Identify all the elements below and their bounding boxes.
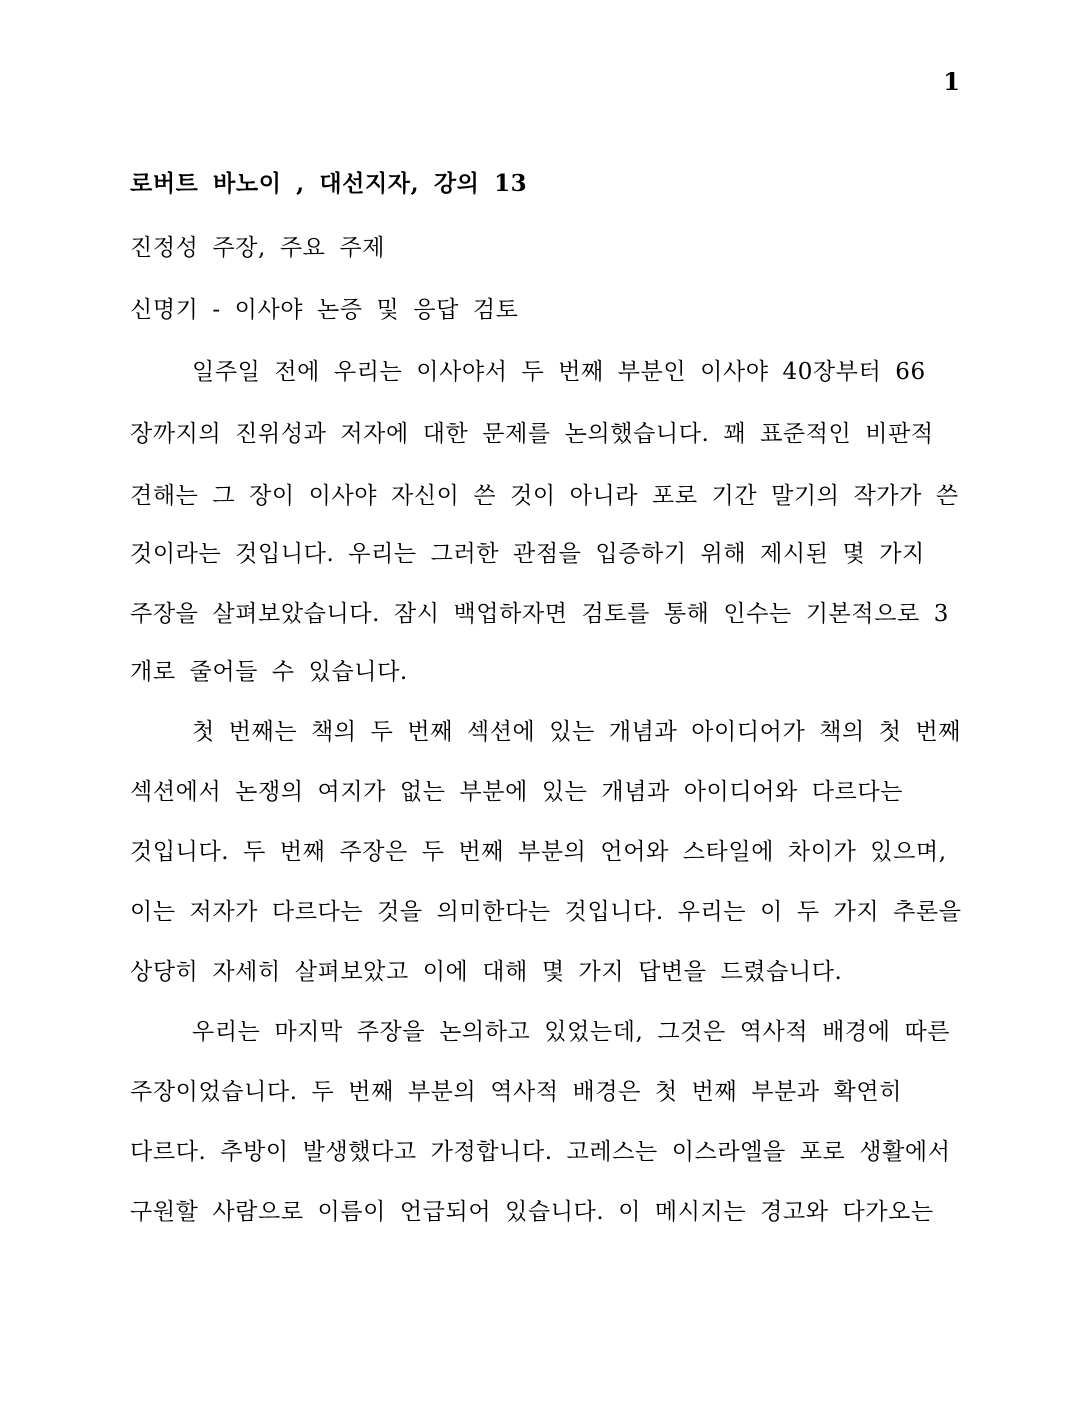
paragraph-line: 주장이었습니다. 두 번째 부분의 역사적 배경은 첫 번째 부분과 확연히	[130, 1079, 903, 1105]
paragraph-line: 다르다. 추방이 발생했다고 가정합니다. 고레스는 이스라엘을 포로 생활에서	[130, 1139, 951, 1165]
paragraph-line: 상당히 자세히 살펴보았고 이에 대해 몇 가지 답변을 드렸습니다.	[130, 959, 843, 985]
section-heading: 신명기 - 이사야 논증 및 응답 검토	[130, 297, 519, 323]
paragraph-line: 것입니다. 두 번째 주장은 두 번째 부분의 언어와 스타일에 차이가 있으며,	[130, 839, 947, 865]
paragraph-line: 것이라는 것입니다. 우리는 그러한 관점을 입증하기 위해 제시된 몇 가지	[130, 541, 925, 567]
paragraph-line: 견해는 그 장이 이사야 자신이 쓴 것이 아니라 포로 기간 말기의 작가가 쓴	[130, 483, 959, 509]
document-subtitle: 진정성 주장, 주요 주제	[130, 235, 386, 261]
paragraph-line: 구원할 사람으로 이름이 언급되어 있습니다. 이 메시지는 경고와 다가오는	[130, 1199, 934, 1225]
paragraph-line: 섹션에서 논쟁의 여지가 없는 부분에 있는 개념과 아이디어와 다르다는	[130, 779, 904, 805]
paragraph-line: 장까지의 진위성과 저자에 대한 문제를 논의했습니다. 꽤 표준적인 비판적	[130, 421, 934, 447]
paragraph-line: 첫 번째는 책의 두 번째 섹션에 있는 개념과 아이디어가 책의 첫 번째	[192, 719, 962, 745]
page-number: 1	[943, 67, 960, 96]
document-title: 로버트 바노이 , 대선지자, 강의 13	[130, 170, 528, 197]
paragraph-line: 일주일 전에 우리는 이사야서 두 번째 부분인 이사야 40장부터 66	[192, 359, 926, 385]
paragraph-line: 개로 줄어들 수 있습니다.	[130, 659, 408, 685]
paragraph-line: 우리는 마지막 주장을 논의하고 있었는데, 그것은 역사적 배경에 따른	[192, 1019, 951, 1045]
paragraph-line: 이는 저자가 다르다는 것을 의미한다는 것입니다. 우리는 이 두 가지 추론을	[130, 899, 962, 925]
paragraph-line: 주장을 살펴보았습니다. 잠시 백업하자면 검토를 통해 인수는 기본적으로 3	[130, 601, 949, 627]
